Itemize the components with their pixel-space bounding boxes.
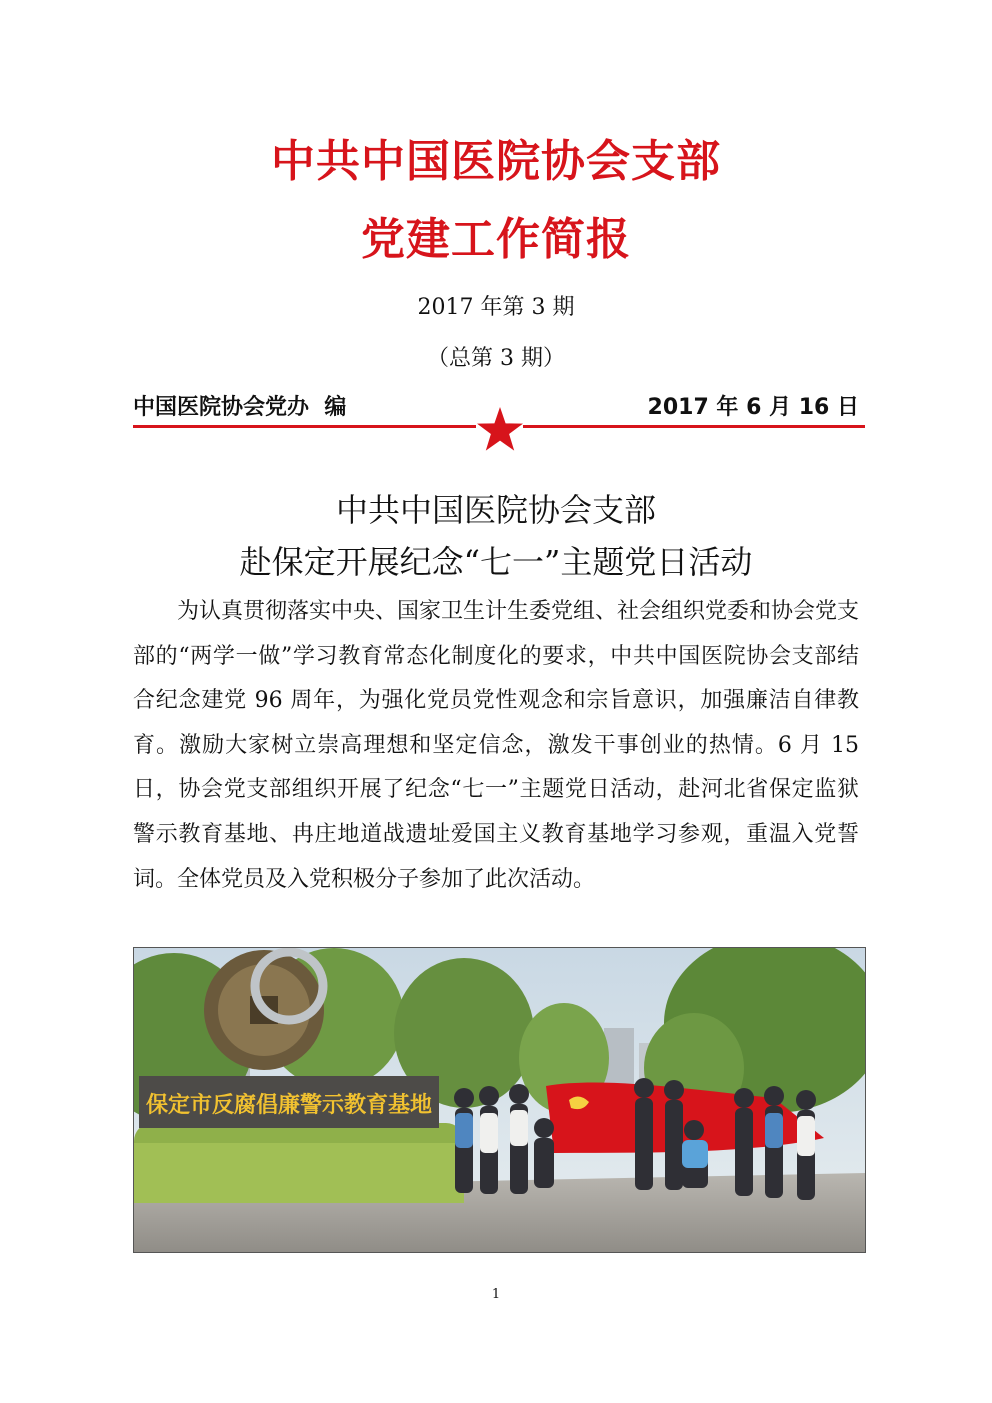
group-photo-illustration xyxy=(134,948,866,1253)
masthead-title-line2: 党建工作简报 xyxy=(361,214,631,265)
article-body: 为认真贯彻落实中央、国家卫生计生委党组、社会组织党委和协会党支部的“两学一做”学习教育常态化制度化的要求，中共中国医院协会支部结合纪念建党 96 周年，为强化党员党性观念和宗旨意识，加强廉洁自律教育。激励大家树立崇高理想和坚定信念，激发干事创业的热情。6 月 15 日，协会党支部组织开展了纪念“七一”主题党日活动，赴河北省保定监狱警示教育基地、冉庄地道战遗址爱国主义教育基地学习参观，重温入党誓词。全体党员及入党积极分子参加了此次活动。 xyxy=(133,599,860,892)
issue-number: 2017 年第 3 期 xyxy=(417,295,575,320)
editor-line: 中国医院协会党办 编 xyxy=(133,395,347,420)
group-photo xyxy=(133,947,866,1253)
masthead-rule-right xyxy=(523,425,865,428)
article-headline-line2: 赴保定开展纪念“七一”主题党日活动 xyxy=(239,543,753,581)
total-issue-number: （总第 3 期） xyxy=(427,346,565,371)
red-star-icon xyxy=(476,406,524,452)
page-number: 1 xyxy=(491,1287,501,1302)
masthead-rule-left xyxy=(133,425,476,428)
article-headline-line1: 中共中国医院协会支部 xyxy=(335,491,656,529)
masthead-title-line1: 中共中国医院协会支部 xyxy=(271,136,721,187)
sign-text: 保定市反腐倡廉警示教育基地 xyxy=(146,1092,433,1118)
issue-date: 2017 年 6 月 16 日 xyxy=(647,395,859,420)
